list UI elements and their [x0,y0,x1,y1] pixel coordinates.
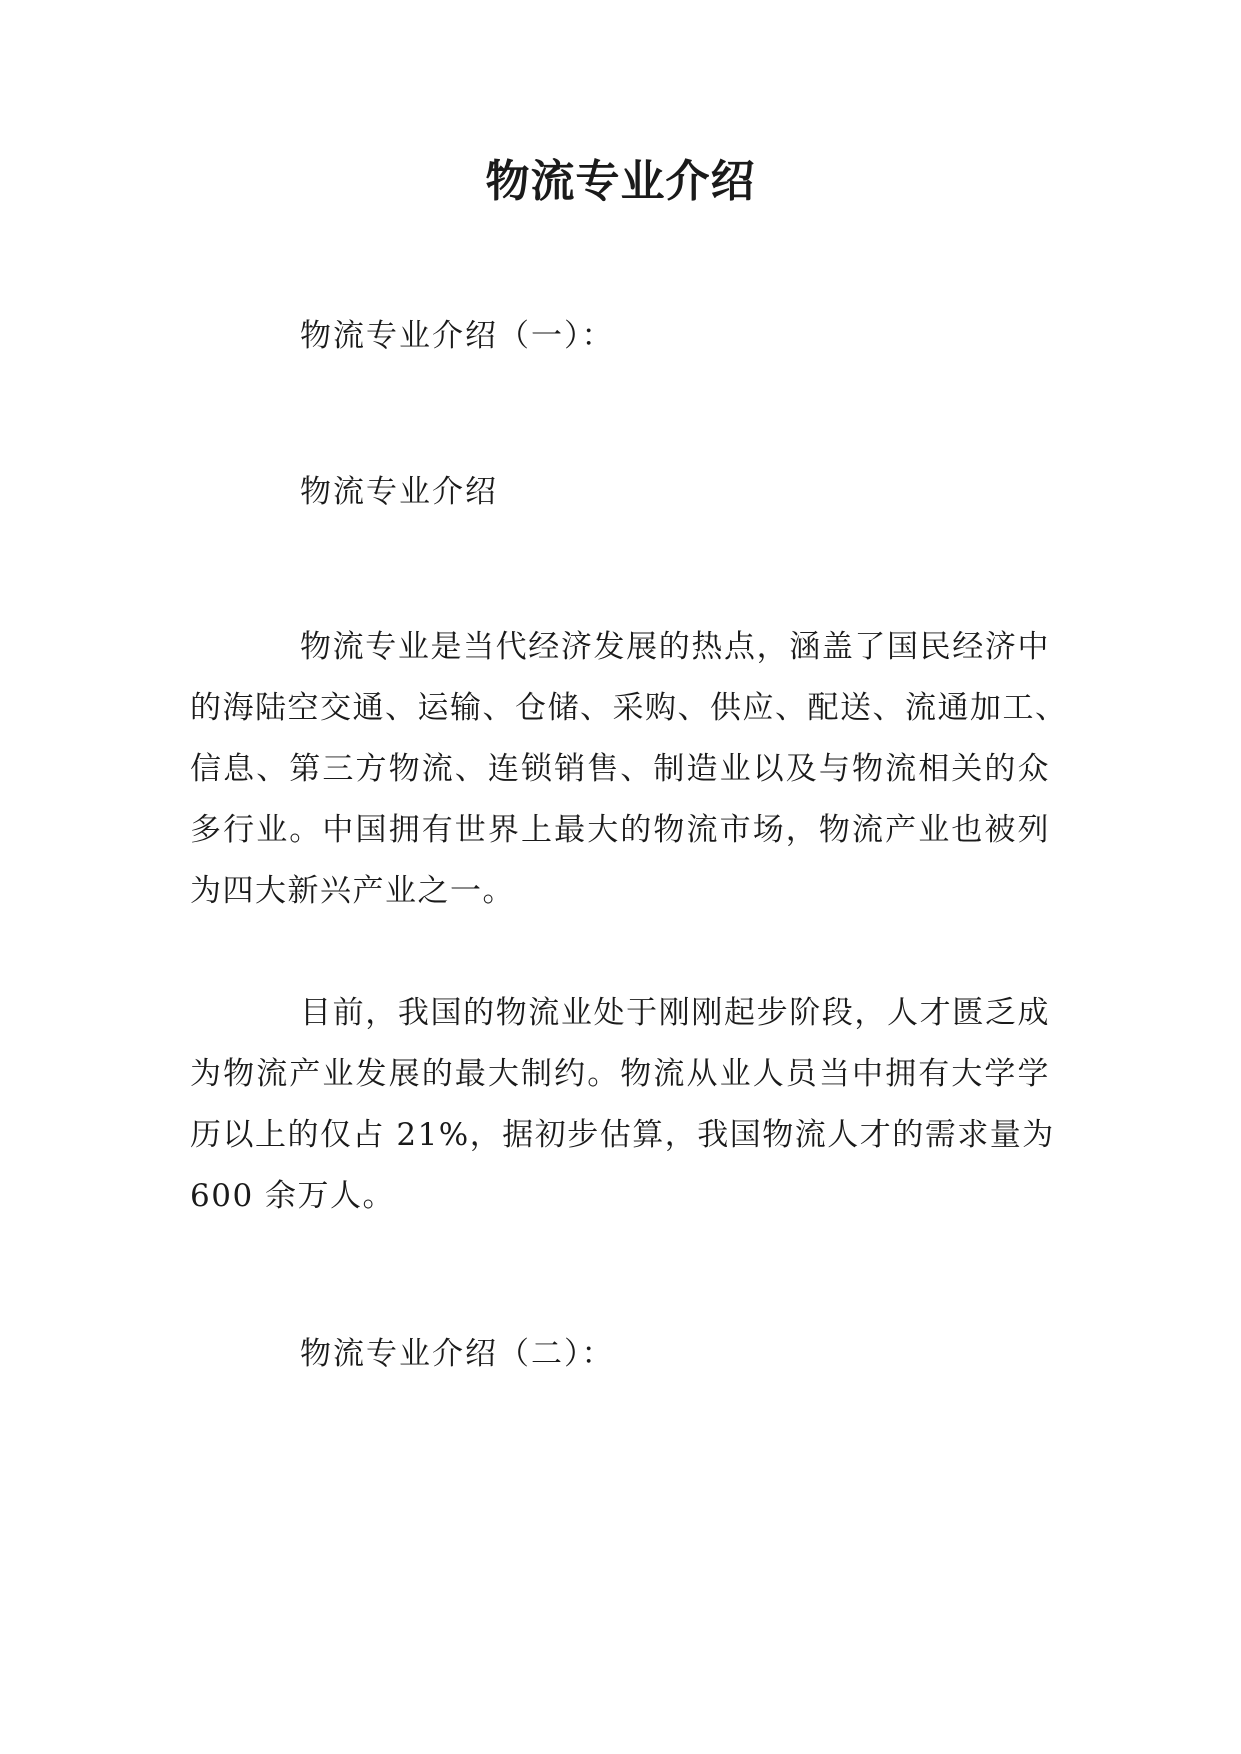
paragraph-2-line: 600 余万人。 [190,1178,396,1214]
paragraph-2-line: 目前，我国的物流业处于刚刚起步阶段，人才匮乏成 [300,995,1050,1031]
paragraph-1 [190,617,1068,922]
paragraph-1-line: 多行业。中国拥有世界上最大的物流市场，物流产业也被列 [190,812,1050,848]
subheading: 物流专业介绍 [300,474,498,510]
paragraph-1-line: 为四大新兴产业之一。 [190,873,515,909]
paragraph-1-line: 的海陆空交通、运输、仓储、采购、供应、配送、流通加工、 [190,690,1068,726]
section-heading-1: 物流专业介绍（一）： [300,318,615,354]
paragraph-1-line: 物流专业是当代经济发展的热点，涵盖了国民经济中 [300,629,1050,665]
section-heading-2: 物流专业介绍（二）： [300,1336,615,1372]
document-title: 物流专业介绍 [485,156,756,207]
paragraph-2 [190,983,1055,1227]
paragraph-1-line: 信息、第三方物流、连锁销售、制造业以及与物流相关的众 [190,751,1050,787]
paragraph-2-line: 历以上的仅占 21%，据初步估算，我国物流人才的需求量为 [190,1117,1055,1153]
paragraph-2-line: 为物流产业发展的最大制约。物流从业人员当中拥有大学学 [190,1056,1050,1092]
